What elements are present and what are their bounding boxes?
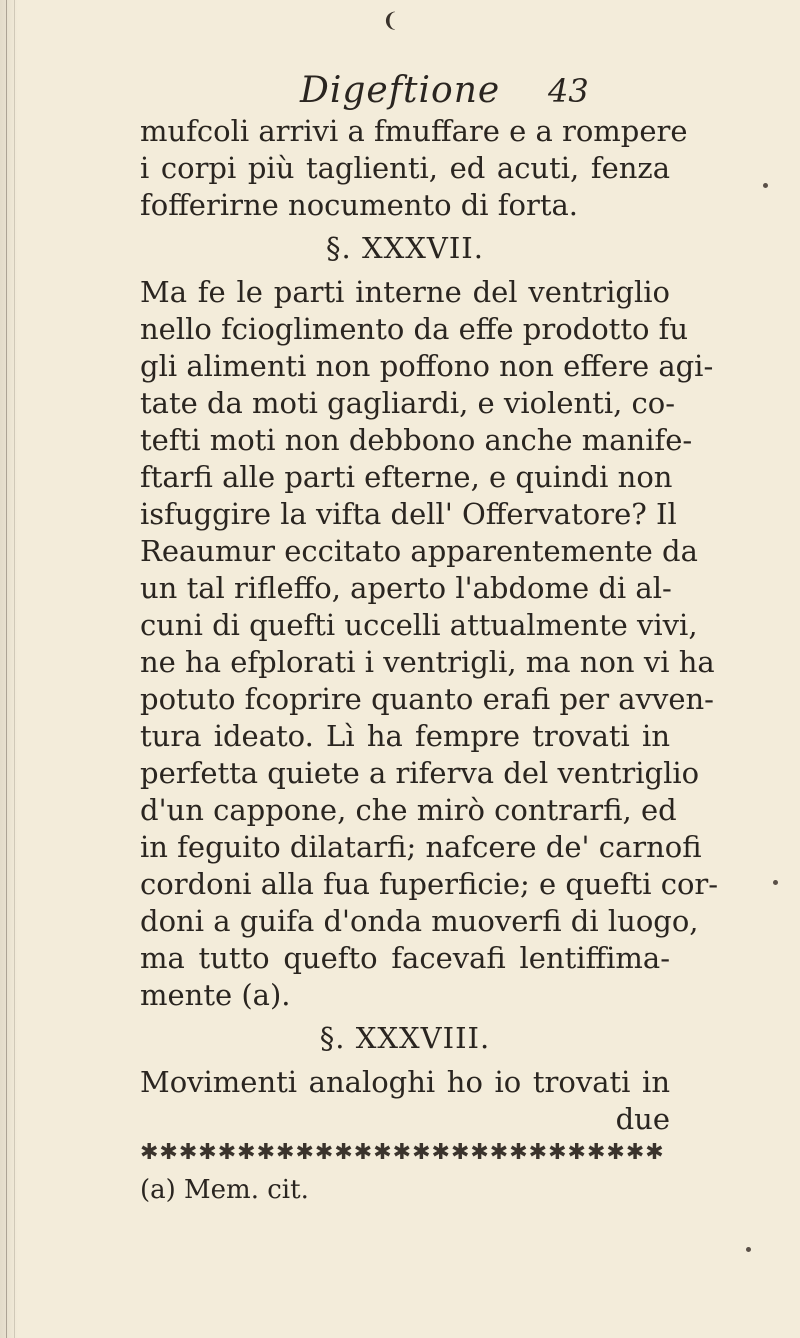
- ink-speck: [773, 880, 778, 885]
- top-mark: ❨: [382, 8, 399, 32]
- text-line: nello fcioglimento da effe prodotto fu: [140, 312, 689, 346]
- page-edge-line: [6, 0, 7, 1338]
- text-line: in feguito dilatarfi; nafcere de' carnofi: [140, 830, 702, 864]
- text-line: i corpi più taglienti, ed acuti, fenza: [140, 151, 670, 185]
- text-line: Movimenti analoghi ho io trovati in: [140, 1065, 670, 1099]
- text-line: d'un cappone, che mirò contrarfi, ed: [140, 793, 677, 827]
- text-line: doni a guifa d'onda muoverfi di luogo,: [140, 904, 699, 938]
- text-line: perfetta quiete a riferva del ventriglio: [140, 756, 700, 790]
- text-line: mufcoli arrivi a fmuffare e a rompere: [140, 114, 688, 148]
- ornament-rule: ✱✱✱✱✱✱✱✱✱✱✱✱✱✱✱✱✱✱✱✱✱✱✱✱✱✱✱: [140, 1140, 665, 1165]
- page-body: [140, 113, 719, 1206]
- page-edge-line: [14, 0, 15, 1338]
- section-heading: §. XXXVII.: [326, 231, 484, 265]
- footnote: (a) Mem. cit.: [140, 1175, 309, 1205]
- text-line: mente (a).: [140, 978, 291, 1012]
- catchword: due: [615, 1102, 670, 1136]
- text-line: tate da moti gagliardi, e violenti, co-: [140, 386, 676, 420]
- text-line: potuto fcoprire quanto erafi per avven-: [140, 682, 714, 716]
- text-line: ne ha efplorati i ventrigli, ma non vi ha: [140, 645, 715, 679]
- text-line: cordoni alla fua fuperficie; e quefti cor-: [140, 867, 719, 901]
- section-heading: §. XXXVIII.: [319, 1021, 491, 1055]
- text-line: isfuggire la vifta dell' Offervatore? Il: [140, 497, 677, 531]
- page-number: 43: [548, 72, 589, 110]
- ink-speck: [746, 1247, 751, 1252]
- ink-speck: [763, 183, 768, 188]
- text-line: tura ideato. Lì ha fempre trovati in: [140, 719, 670, 753]
- text-line: Ma fe le parti interne del ventriglio: [140, 275, 670, 309]
- running-title: Digeftione: [300, 70, 501, 111]
- text-line: ftarfi alle parti efterne, e quindi non: [140, 460, 673, 494]
- text-line: ma tutto quefto facevafi lentiffima-: [140, 941, 670, 975]
- text-line: cuni di quefti uccelli attualmente vivi,: [140, 608, 698, 642]
- text-line: gli alimenti non poffono non effere agi-: [140, 349, 714, 383]
- text-line: un tal rifleffo, aperto l'abdome di al-: [140, 571, 672, 605]
- text-line: tefti moti non debbono anche manife-: [140, 423, 693, 457]
- text-line: fofferirne nocumento di forta.: [140, 188, 579, 222]
- text-line: Reaumur eccitato apparentemente da: [140, 534, 698, 568]
